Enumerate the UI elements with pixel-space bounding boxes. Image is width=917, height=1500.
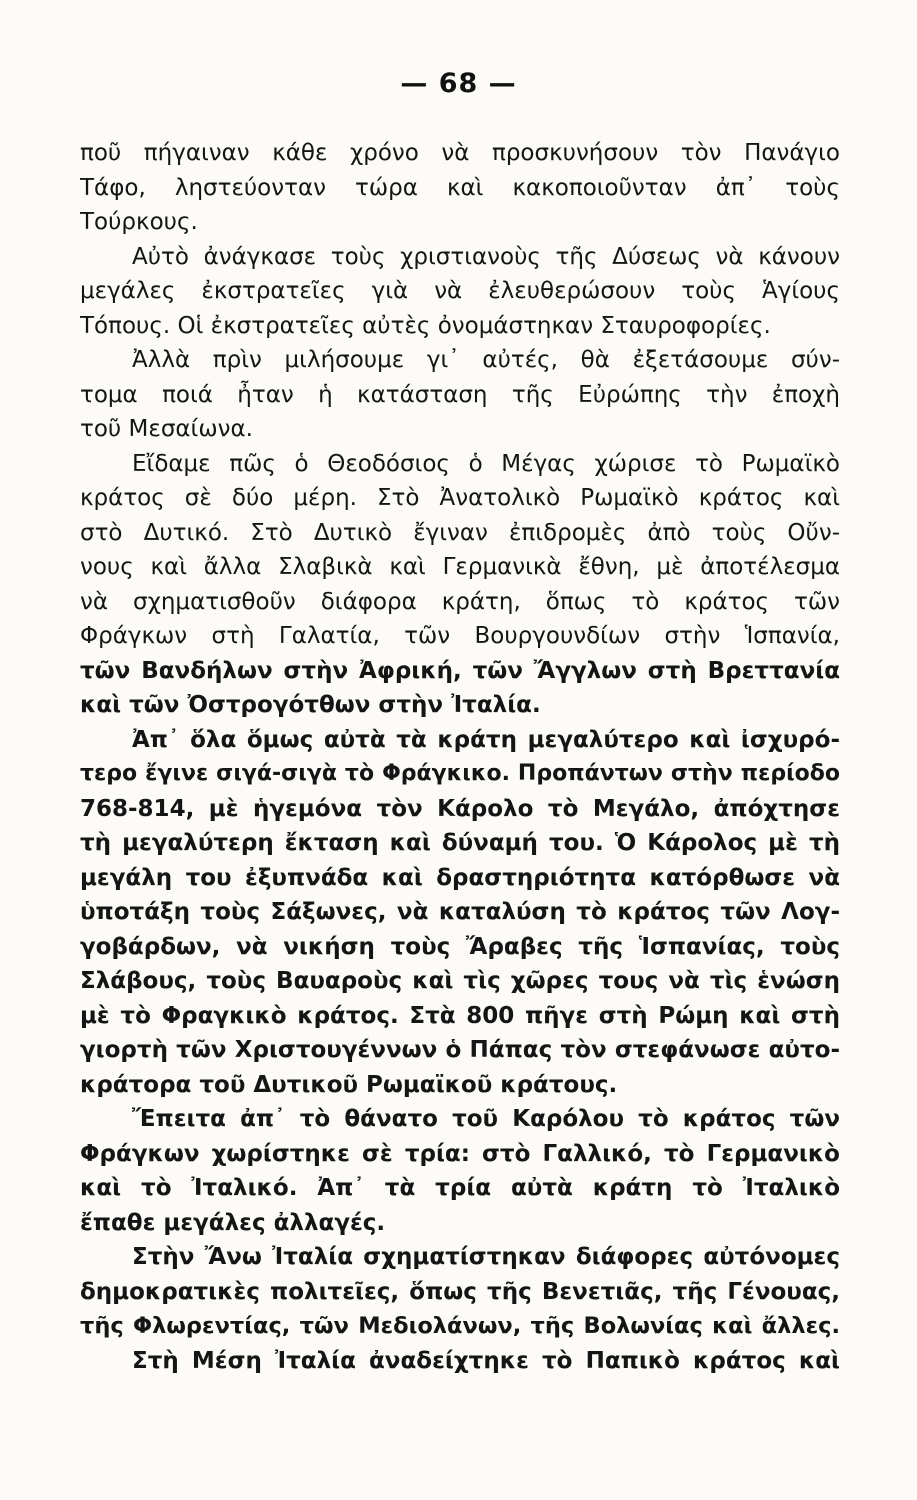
- text-line: Ἀλλὰ πρὶν μιλήσουμε γι᾿ αὐτές, θὰ ἐξετάσουμε σύν-: [132, 347, 840, 373]
- text-line: ποῦ πήγαιναν κάθε χρόνο νὰ προσκυνήσουν τὸν Πανάγιο: [80, 140, 840, 166]
- text-line: στὸ Δυτικό. Στὸ Δυτικὸ ἔγιναν ἐπιδρομὲς ἀπὸ τοὺς Οὔν-: [80, 519, 840, 546]
- text-line: τῆς Φλωρεντίας, τῶν Μεδιολάνων, τῆς Βολωνίας καὶ ἄλλες.: [80, 1313, 840, 1339]
- text-line: τομα ποιά ἦταν ἡ κατάσταση τῆς Εὐρώπης τὴν ἐποχὴ: [80, 381, 840, 408]
- text-line: μεγάλες ἐκστρατεῖες γιὰ νὰ ἐλευθερώσουν τοὺς Ἁγίους: [80, 278, 840, 304]
- text-line: ἔπαθε μεγάλες ἀλλαγές.: [80, 1209, 386, 1236]
- text-line: Ἀπ᾿ ὅλα ὅμως αὐτὰ τὰ κράτη μεγαλύτερο καὶ ἰσχυρό-: [132, 726, 840, 753]
- text-line: ὑποτάξη τοὺς Σάξωνες, νὰ καταλύση τὸ κράτος τῶν Λογ-: [80, 899, 840, 925]
- text-line: μεγάλη του ἐξυπνάδα καὶ δραστηριότητα κατόρθωσε νὰ: [80, 864, 840, 891]
- page-number: — 68 —: [400, 68, 517, 99]
- text-line: γοβάρδων, νὰ νικήση τοὺς Ἄραβες τῆς Ἱσπανίας, τοὺς: [80, 933, 840, 960]
- text-line: καὶ τὸ Ἰταλικό. Ἀπ᾿ τὰ τρία αὐτὰ κράτη τὸ Ἰταλικὸ: [80, 1175, 840, 1201]
- text-line: Τάφο, ληστεύονταν τώρα καὶ κακοποιοῦνταν ἀπ᾿ τοὺς: [80, 174, 840, 201]
- text-line: μὲ τὸ Φραγκικὸ κράτος. Στὰ 800 πῆγε στὴ Ρώμη καὶ στὴ: [80, 1002, 840, 1029]
- text-line: γιορτὴ τῶν Χριστουγέννων ὁ Πάπας τὸν στεφάνωσε αὐτο-: [80, 1037, 840, 1063]
- text-line: νους καὶ ἄλλα Σλαβικὰ καὶ Γερμανικὰ ἔθνη, μὲ ἀποτέλεσμα: [80, 554, 840, 580]
- text-line: νὰ σχηματισθοῦν διάφορα κράτη, ὅπως τὸ κράτος τῶν: [80, 588, 840, 615]
- text-line: τερο ἔγινε σιγά-σιγὰ τὸ Φράγκικο. Προπάντων στὴν περίοδο: [80, 761, 840, 786]
- text-line: Ἔπειτα ἀπ᾿ τὸ θάνατο τοῦ Καρόλου τὸ κράτος τῶν: [132, 1106, 840, 1132]
- text-line: κράτορα τοῦ Δυτικοῦ Ρωμαϊκοῦ κράτους.: [80, 1071, 618, 1098]
- text-line: τὴ μεγαλύτερη ἔκταση καὶ δύναμή του. Ὁ Κάρολος μὲ τὴ: [80, 830, 840, 856]
- text-line: Στὴν Ἄνω Ἰταλία σχηματίστηκαν διάφορες αὐτόνομες: [132, 1244, 840, 1270]
- text-line: τῶν Βανδήλων στὴν Ἀφρική, τῶν Ἄγγλων στὴ Βρεττανία: [80, 657, 840, 684]
- text-line: καὶ τῶν Ὀστρογότθων στὴν Ἰταλία.: [80, 692, 541, 718]
- text-line: δημοκρατικὲς πολιτεῖες, ὅπως τῆς Βενετιᾶς, τῆς Γένουας,: [80, 1278, 840, 1305]
- text-line: Φράγκων χωρίστηκε σὲ τρία: στὸ Γαλλικό, τὸ Γερμανικὸ: [80, 1140, 840, 1167]
- text-line: Αὐτὸ ἀνάγκασε τοὺς χριστιανοὺς τῆς Δύσεως νὰ κάνουν: [132, 243, 840, 270]
- text-line: 768-814, μὲ ἡγεμόνα τὸν Κάρολο τὸ Μεγάλο, ἀπόχτησε: [80, 795, 840, 822]
- text-line: Σλάβους, τοὺς Βαυαροὺς καὶ τὶς χῶρες τους νὰ τὶς ἑνώση: [80, 968, 840, 994]
- text-line: κράτος σὲ δύο μέρη. Στὸ Ἀνατολικὸ Ρωμαϊκὸ κράτος καὶ: [80, 485, 840, 511]
- text-line: Τούρκους.: [80, 209, 198, 235]
- body-text: [80, 136, 840, 1378]
- text-line: Φράγκων στὴ Γαλατία, τῶν Βουργουνδίων στὴν Ἱσπανία,: [80, 623, 840, 649]
- text-line: Εἴδαμε πῶς ὁ Θεοδόσιος ὁ Μέγας χώρισε τὸ Ρωμαϊκὸ: [132, 450, 840, 477]
- text-line: Τόπους. Οἱ ἐκστρατεῖες αὐτὲς ὀνομάστηκαν Σταυροφορίες.: [80, 312, 771, 339]
- text-line: Στὴ Μέση Ἰταλία ἀναδείχτηκε τὸ Παπικὸ κράτος καὶ: [132, 1347, 840, 1374]
- text-line: τοῦ Μεσαίωνα.: [80, 416, 253, 442]
